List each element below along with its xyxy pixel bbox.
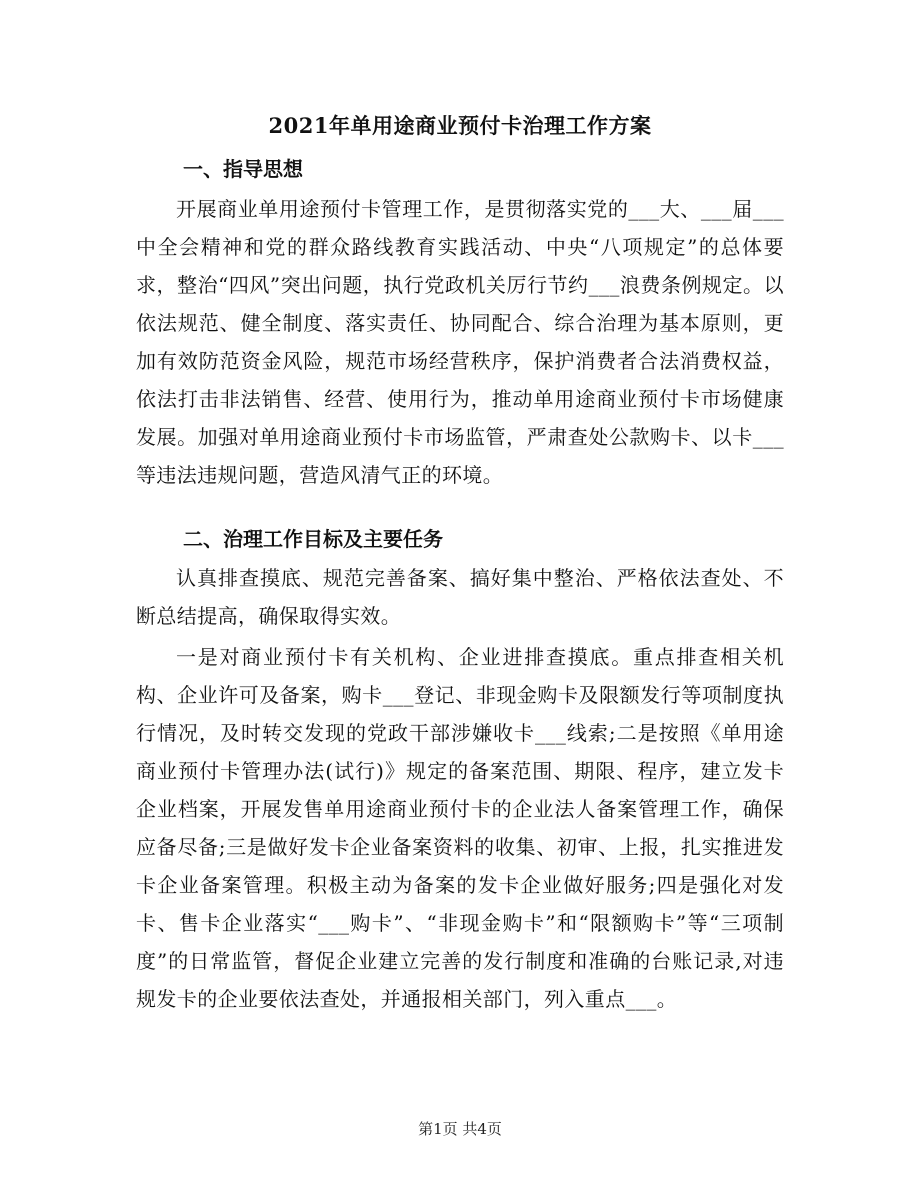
paragraph-main-tasks: 一是对商业预付卡有关机构、企业进排查摸底。重点排查相关机构、企业许可及备案，购卡___登记、非现金购卡及限额发行等项制度执行情况，及时转交发现的党政干部涉嫌收卡___线索;二是按照《单用途商业预付卡管理办法(试行)》规定的备案范围、期限、程序，建立发卡企业档案，开展发售单用途商业预付卡的企业法人备案管理工作，确保应备尽备;三是做好发卡企业备案资料的收集、初审、上报，扎实推进发卡企业备案管理。积极主动为备案的发卡企业做好服务;四是强化对发卡、售卡企业落实“___购卡”、“非现金购卡”和“限额购卡”等“三项制度”的日常监管，督促企业建立完善的发行制度和准确的台账记录,对违规发卡的企业要依法查处，并通报相关部门，列入重点___。	[136, 645, 784, 1011]
paragraph-goals-summary: 认真排查摸底、规范完善备案、搞好集中整治、严格依法查处、不断总结提高，确保取得实效。	[136, 566, 784, 628]
section-heading-goals-tasks: 二、治理工作目标及主要任务	[183, 527, 443, 551]
section-heading-guiding-ideology: 一、指导思想	[183, 157, 303, 181]
page-number: 第1页 共4页	[418, 1120, 502, 1138]
paragraph-guiding-ideology: 开展商业单用途预付卡管理工作，是贯彻落实党的___大、___届___中全会精神和党的群众路线教育实践活动、中央“八项规定”的总体要求，整治“四风”突出问题，执行党政机关厉行节约___浪费条例规定。以依法规范、健全制度、落实责任、协同配合、综合治理为基本原则，更加有效防范资金风险，规范市场经营秩序，保护消费者合法消费权益，依法打击非法销售、经营、使用行为，推动单用途商业预付卡市场健康发展。加强对单用途商业预付卡市场监管，严肃查处公款购卡、以卡___等违法违规问题，营造风清气正的环境。	[136, 197, 784, 487]
document-title: 2021年单用途商业预付卡治理工作方案	[268, 113, 652, 138]
